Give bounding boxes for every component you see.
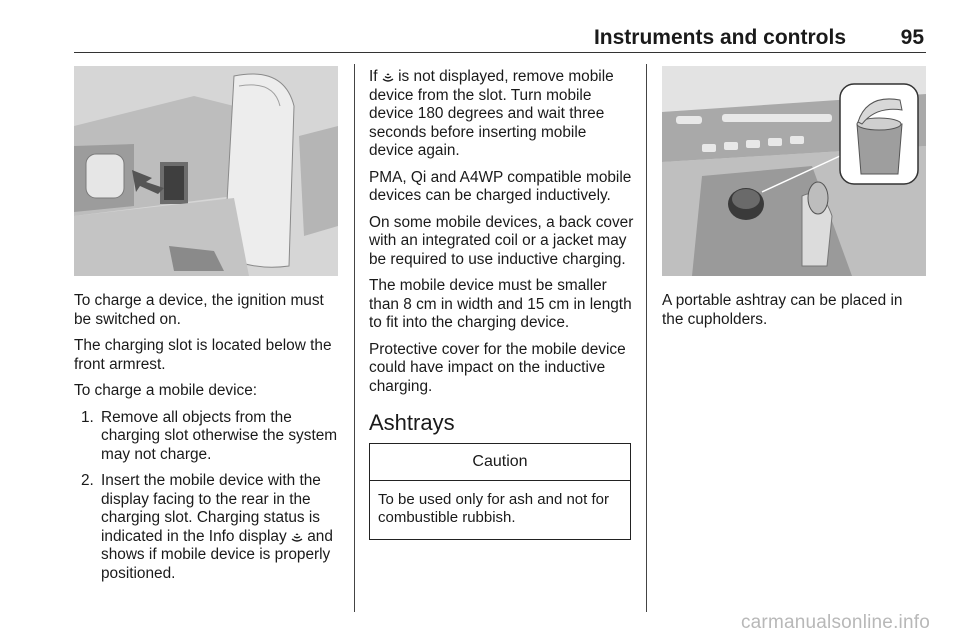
text: is not displayed, remove mobile device from the slot. Turn mobile device 180 degrees and wait three seconds before inserting mobile device again.: [369, 68, 614, 159]
wireless-charging-icon: [382, 70, 394, 82]
list-text: and shows if mobile device is properly positioned.: [101, 527, 333, 582]
paragraph: The mobile device must be smaller than 8 cm in width and 15 cm in length to fit into the charging device.: [369, 277, 632, 331]
paragraph: [369, 68, 635, 161]
caution-title: Caution: [370, 444, 630, 482]
section-title: Instruments and controls: [593, 26, 846, 49]
paragraph: A portable ashtray can be placed in the cupholders.: [662, 292, 903, 328]
text: If: [369, 68, 378, 85]
header-rule: [74, 52, 926, 53]
paragraph: On some mobile devices, a back cover with an integrated coil or a jacket may be required to use inductive charging.: [369, 213, 634, 268]
list-text: Remove all objects from the charging slot otherwise the system may not charge.: [101, 408, 338, 463]
ashtray-illustration: [662, 66, 926, 276]
column-2-text: [369, 68, 635, 540]
caution-text: To be used only for ash and not for combustible rubbish.: [378, 491, 609, 526]
list-item: [74, 409, 344, 465]
column-3-text: [662, 292, 926, 337]
list-text: Insert the mobile device with the display facing to the rear in the charging slot. Charging status is indicated in the Info display: [101, 472, 321, 545]
list-item: [74, 472, 344, 583]
page-number: 95: [900, 26, 924, 49]
caution-box: [369, 443, 631, 541]
column-1-text: [74, 292, 344, 591]
page-header: [74, 26, 924, 54]
column-divider-1: [354, 64, 355, 612]
paragraph: Protective cover for the mobile device could have impact on the inductive charging.: [369, 340, 626, 395]
charging-steps-list: [74, 409, 344, 584]
charging-slot-illustration: [74, 66, 338, 276]
paragraph: The charging slot is located below the front armrest.: [74, 337, 332, 373]
list-number: 2.: [81, 472, 94, 489]
list-number: 1.: [81, 408, 94, 426]
column-divider-2: [646, 64, 647, 612]
paragraph: To charge a device, the ignition must be switched on.: [74, 292, 324, 328]
paragraph: PMA, Qi and A4WP compatible mobile devices can be charged inductively.: [369, 168, 632, 204]
paragraph: To charge a mobile device:: [74, 382, 258, 399]
section-heading: Ashtrays: [369, 410, 455, 435]
wireless-charging-icon: [291, 530, 303, 542]
watermark: carmanualsonline.info: [740, 612, 930, 633]
